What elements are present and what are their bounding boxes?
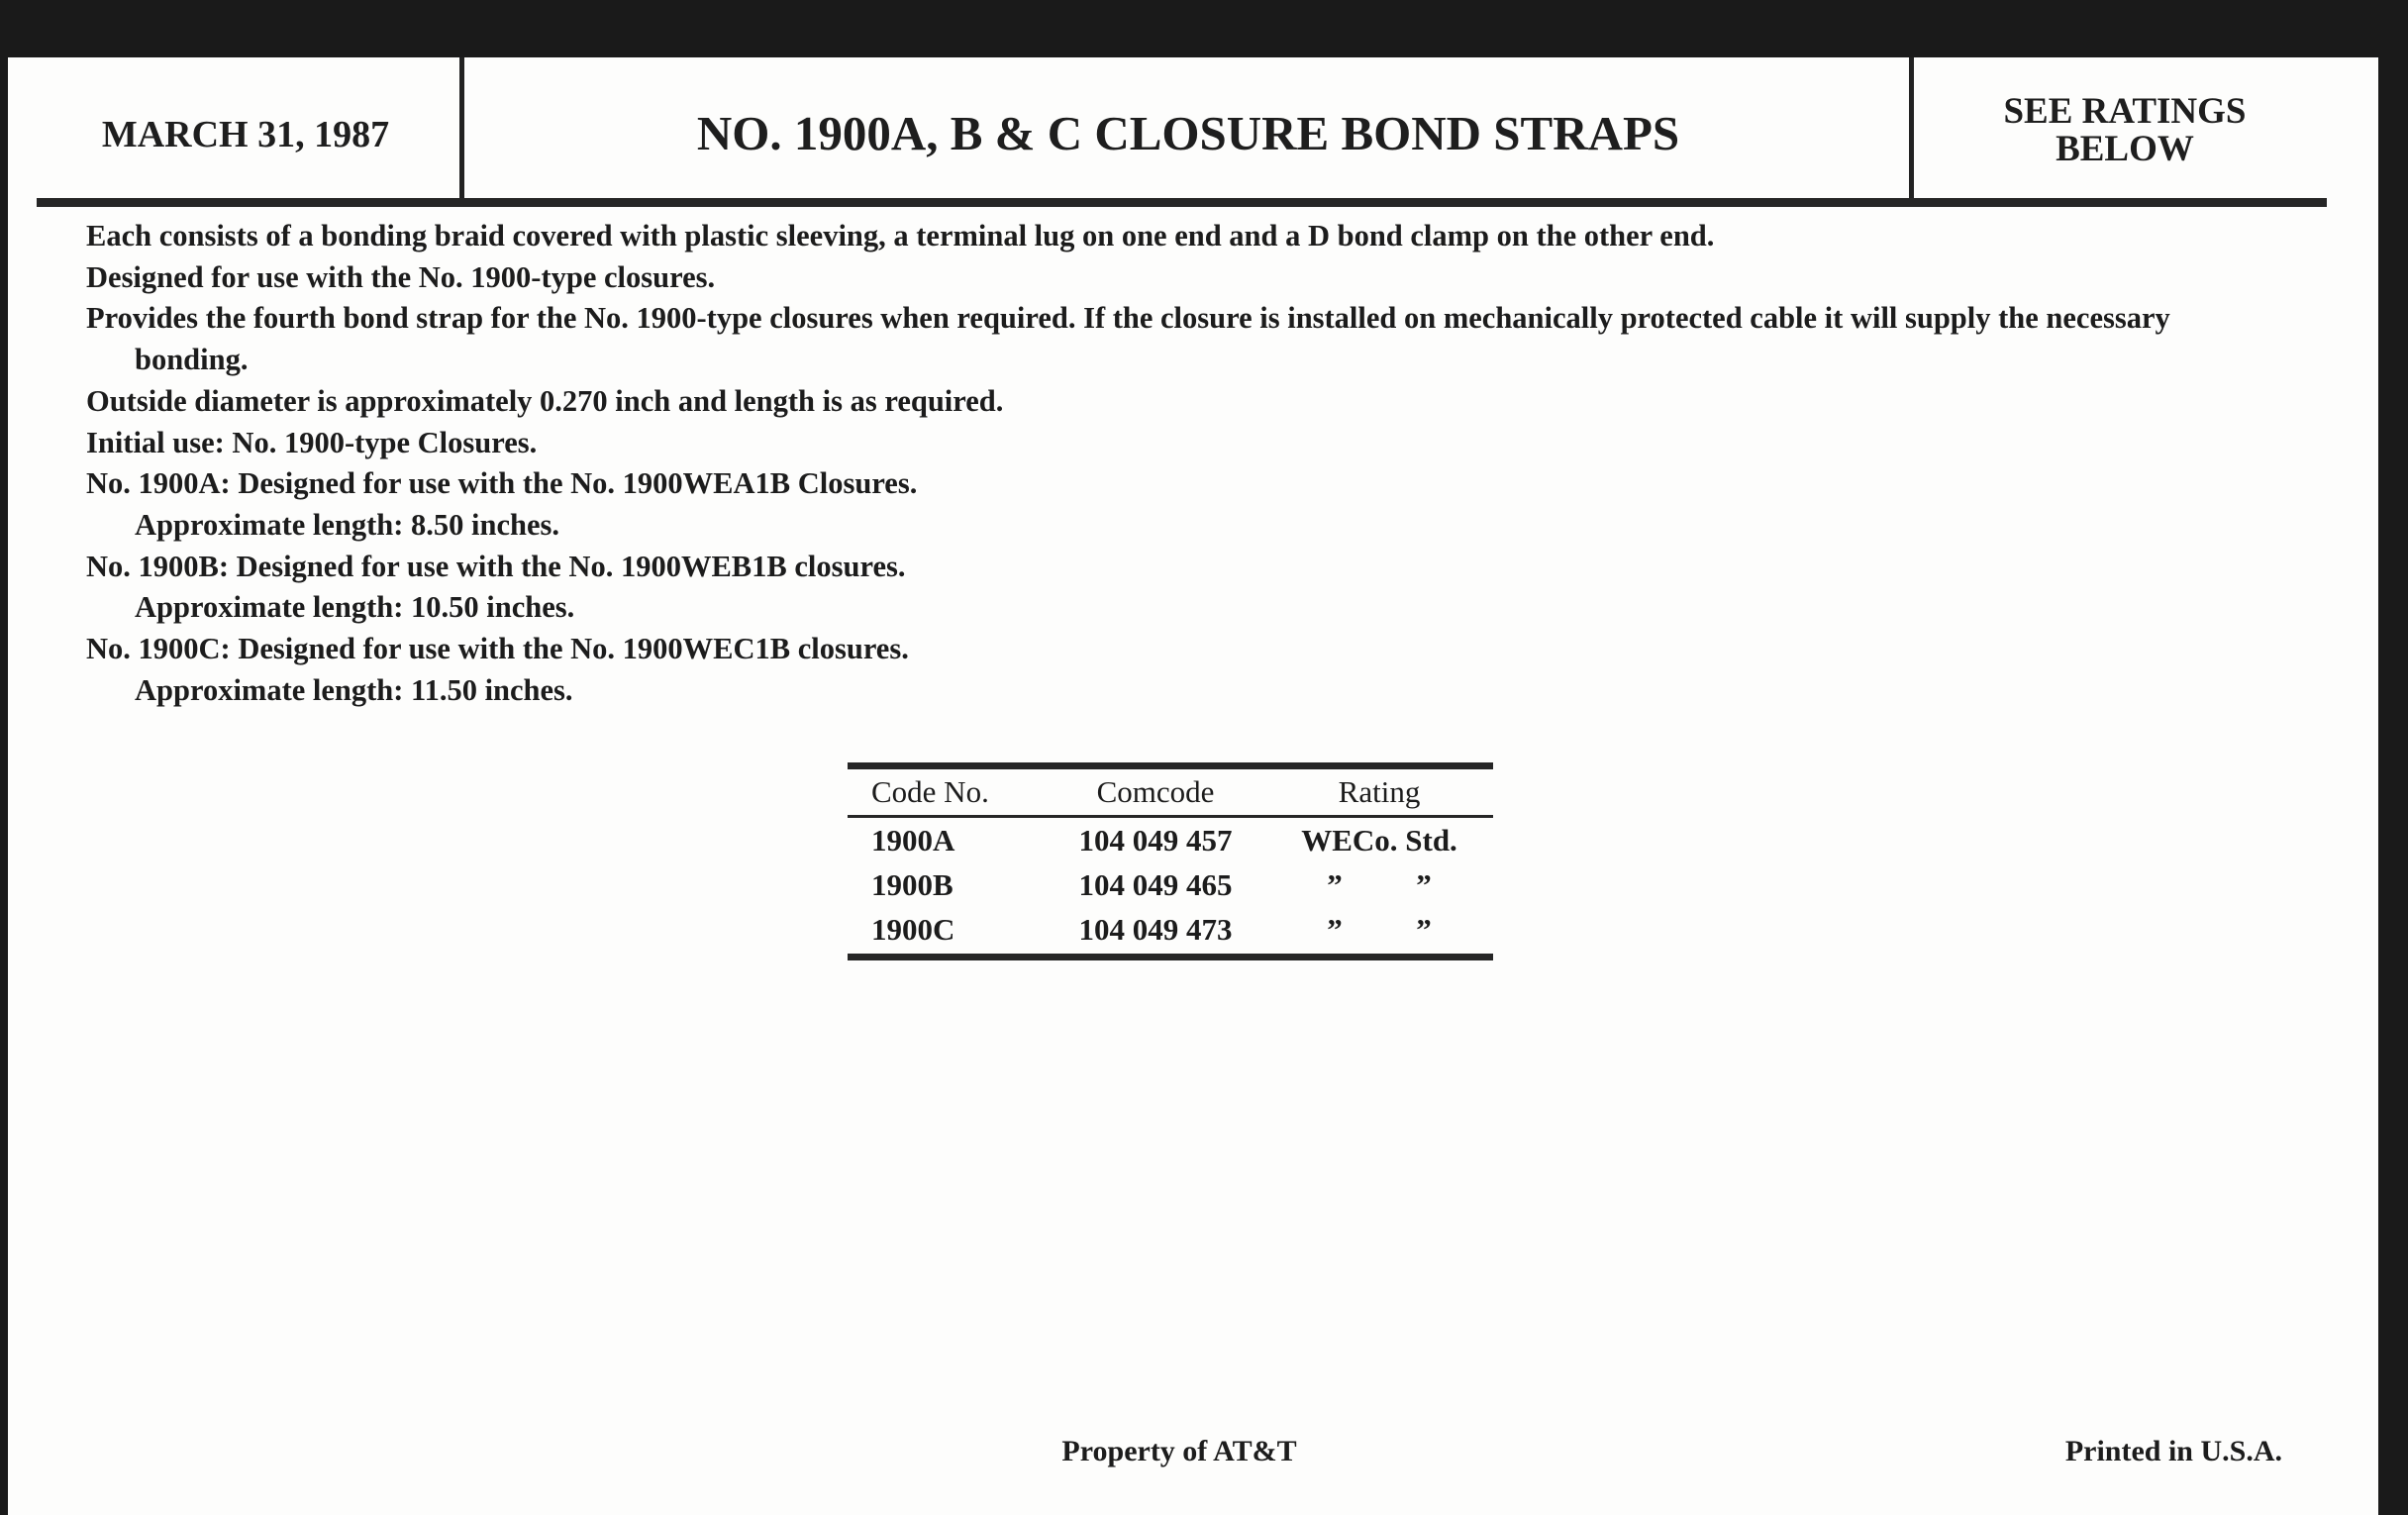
description-line: bonding. <box>135 343 249 377</box>
description-line: No. 1900C: Designed for use with the No. 1900WEC1B closures. <box>86 632 909 666</box>
ditto-mark: ” <box>1327 911 1343 947</box>
footer-property: Property of AT&T <box>1061 1435 1297 1467</box>
ratings-table <box>848 762 1493 960</box>
description-line: Initial use: No. 1900-type Closures. <box>86 425 538 459</box>
table-top-rule <box>848 762 1493 769</box>
table-bottom-rule <box>848 954 1493 960</box>
table-header-row <box>848 769 1493 815</box>
cell-comcode: 104 049 457 <box>1078 822 1233 858</box>
table-row <box>848 907 1493 952</box>
cell-comcode: 104 049 473 <box>1078 911 1233 947</box>
issue-date: MARCH 31, 1987 <box>101 114 390 155</box>
column-header-comcode: Comcode <box>1096 774 1215 809</box>
table-row <box>848 818 1493 862</box>
ratings-note-line1: SEE RATINGS <box>2003 91 2247 132</box>
description-line: Provides the fourth bond strap for the No. 1900-type closures when required. If the closure is installed on mechanically protected cable it will supply the necessary <box>86 301 2170 336</box>
ratings-note <box>1917 93 2333 168</box>
header-divider-left <box>459 57 464 202</box>
description-line: Approximate length: 8.50 inches. <box>135 507 559 542</box>
description-line: No. 1900A: Designed for use with the No. 1900WEA1B Closures. <box>86 466 918 501</box>
cell-rating <box>1265 912 1493 948</box>
header-divider-right <box>1909 57 1914 202</box>
ditto-mark: ” <box>1327 866 1343 902</box>
description-line: Each consists of a bonding braid covered with plastic sleeving, a terminal lug on one end and a D bond clamp on the other end. <box>86 219 1715 252</box>
description-line: Designed for use with the No. 1900-type closures. <box>86 259 716 294</box>
table-row <box>848 862 1493 907</box>
description-line: No. 1900B: Designed for use with the No. 1900WEB1B closures. <box>86 549 906 583</box>
ratings-note-line2: BELOW <box>2056 129 2194 169</box>
footer-printed: Printed in U.S.A. <box>2064 1435 2282 1467</box>
cell-code: 1900C <box>871 911 955 947</box>
cell-rating <box>1265 867 1493 903</box>
column-header-code: Code No. <box>871 774 989 809</box>
cell-code: 1900A <box>871 822 955 858</box>
cell-comcode: 104 049 465 <box>1078 866 1233 902</box>
ditto-mark: ” <box>1416 866 1432 902</box>
ditto-mark: ” <box>1416 911 1432 947</box>
document-page <box>8 57 2378 1515</box>
table-body <box>848 818 1493 952</box>
header-rule <box>37 198 2327 207</box>
description-text <box>86 216 2324 711</box>
cell-code: 1900B <box>871 866 953 902</box>
page-title: NO. 1900A, B & C CLOSURE BOND STRAPS <box>696 106 1680 160</box>
column-header-rating: Rating <box>1338 774 1421 809</box>
description-line: Outside diameter is approximately 0.270 inch and length is as required. <box>86 383 1004 418</box>
description-line: Approximate length: 10.50 inches. <box>135 590 575 625</box>
description-line: Approximate length: 11.50 inches. <box>135 672 573 707</box>
cell-rating: WECo. Std. <box>1301 822 1457 858</box>
